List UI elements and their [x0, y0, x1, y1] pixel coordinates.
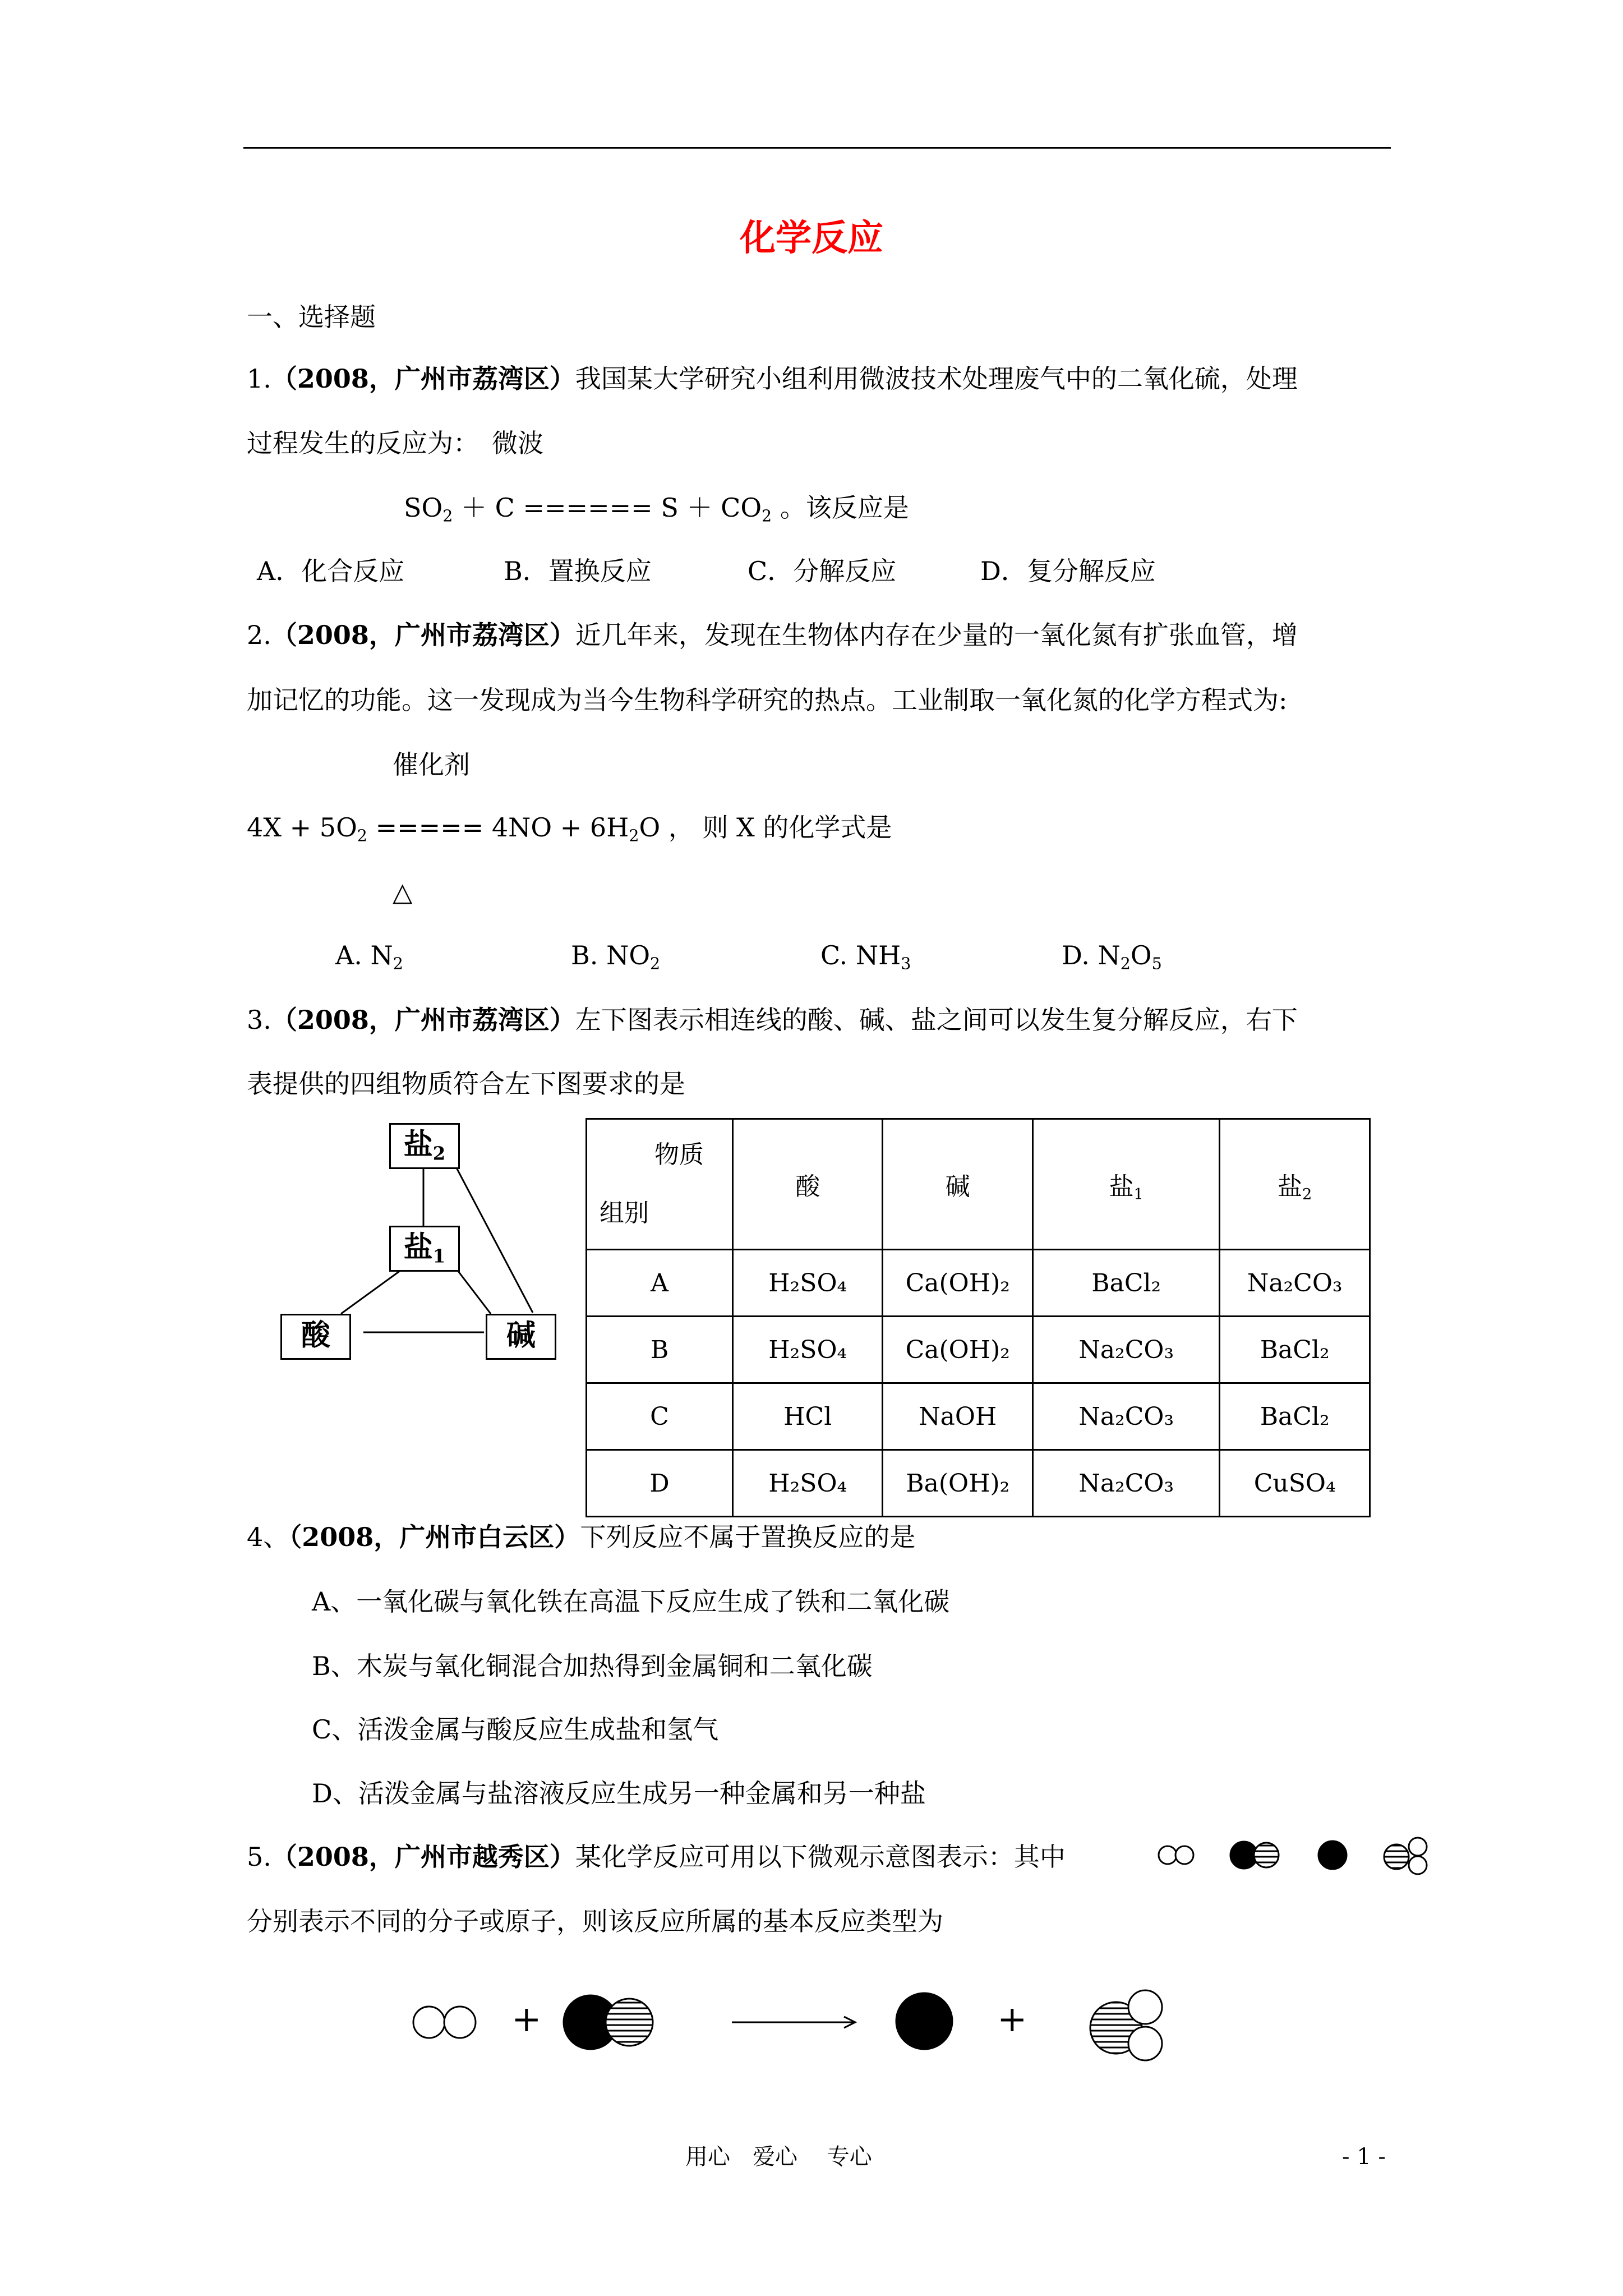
cell-group: C [587, 1383, 733, 1450]
cell-group: A [587, 1250, 733, 1317]
page-number: - 1 - [1342, 2144, 1386, 2170]
q4-option-d: D、活泼金属与盐溶液反应生成另一种金属和另一种盐 [312, 1778, 926, 1809]
q3-box-salt2: 盐$_2$ [389, 1123, 460, 1169]
cell-group: D [587, 1450, 733, 1517]
q3-line2: 表提供的四组物质符合左下图要求的是 [247, 1069, 685, 1099]
page-title: 化学反应 [740, 217, 883, 259]
q2-heat-symbol: △ [393, 877, 413, 907]
white-atom-icon [1128, 1990, 1162, 2024]
q1-option-c: C．分解反应 [748, 556, 897, 586]
header-rule [243, 147, 1391, 149]
cell-acid: H₂SO₄ [733, 1450, 883, 1517]
cell-acid: H₂SO₄ [733, 1317, 883, 1383]
header-salt2: 盐$_2$ [1220, 1119, 1370, 1250]
q2-catalyst: 催化剂 [393, 749, 470, 780]
cell-group: B [587, 1317, 733, 1383]
cell-salt2: Na₂CO₃ [1220, 1250, 1370, 1317]
table-row [587, 1383, 1370, 1450]
q5-line1: 5.（2008，广州市越秀区）某化学反应可用以下微观示意图表示：其中 [247, 1842, 1066, 1872]
q4-option-b: B、木炭与氧化铜混合加热得到金属铜和二氧化碳 [312, 1651, 873, 1681]
q3-box-acid: 酸 [280, 1314, 351, 1360]
cell-salt2: BaCl₂ [1220, 1317, 1370, 1383]
cell-base: Ca(OH)₂ [883, 1250, 1033, 1317]
q5-plus-sign-2: + [997, 1999, 1027, 2040]
cell-salt1: Na₂CO₃ [1033, 1450, 1220, 1517]
q1-option-d: D．复分解反应 [980, 556, 1156, 586]
table-row [587, 1450, 1370, 1517]
white-atom-icon [1159, 1846, 1177, 1864]
q3-box-base: 碱 [486, 1314, 556, 1360]
white-atom-icon [1175, 1846, 1193, 1864]
q5-line2: 分别表示不同的分子或原子，则该反应所属的基本反应类型为 [247, 1906, 943, 1936]
footer-motto: 用心 爱心 专心 [685, 2144, 872, 2170]
q4-option-c: C、活泼金属与酸反应生成盐和氢气 [312, 1714, 719, 1745]
q1-condition: 微波 [492, 428, 543, 458]
q3-table [585, 1118, 1371, 1517]
black-atom-icon [1318, 1841, 1347, 1869]
cell-base: Ca(OH)₂ [883, 1317, 1033, 1383]
q4-line1: 4、（2008，广州市白云区）下列反应不属于置换反应的是 [247, 1522, 916, 1552]
table-row [587, 1250, 1370, 1317]
q2-option-c: C. $NH_3$ [820, 940, 911, 973]
cell-salt2: CuSO₄ [1220, 1450, 1370, 1517]
cell-salt1: BaCl₂ [1033, 1250, 1220, 1317]
cell-acid: HCl [733, 1383, 883, 1450]
white-atom-icon [1128, 2027, 1162, 2060]
q5-plus-sign-1: + [511, 1999, 542, 2040]
q2-option-b: B. $NO_2$ [571, 940, 661, 973]
q1-line1: 1.（2008，广州市荔湾区）我国某大学研究小组利用微波技术处理废气中的二氧化硫，处理 [247, 364, 1298, 394]
q2-line2: 加记忆的功能。这一发现成为当今生物科学研究的热点。工业制取一氧化氮的化学方程式为: [247, 685, 1288, 715]
cell-salt2: BaCl₂ [1220, 1383, 1370, 1450]
white-atom-icon [1409, 1838, 1427, 1856]
cell-base: NaOH [883, 1383, 1033, 1450]
white-atom-icon [1409, 1856, 1427, 1874]
q2-option-d: D. $N_2O_5$ [1062, 940, 1162, 973]
cell-salt1: Na₂CO₃ [1033, 1383, 1220, 1450]
cell-salt1: Na₂CO₃ [1033, 1317, 1220, 1383]
q4-option-a: A、一氧化碳与氧化铁在高温下反应生成了铁和二氧化碳 [312, 1586, 950, 1617]
q2-line1: 2.（2008，广州市荔湾区）近几年来，发现在生物体内存在少量的一氧化氮有扩张血管，增 [247, 620, 1298, 650]
q1-line2: 过程发生的反应为： 微波 [247, 428, 543, 458]
header-base: 碱 [883, 1119, 1033, 1250]
table-row [587, 1317, 1370, 1383]
header-salt1: 盐$_1$ [1033, 1119, 1220, 1250]
q1-option-a: A．化合反应 [257, 556, 405, 586]
q1-equation: $SO_2 + C$ ====== $S + CO_2$ 。该反应是 [404, 493, 909, 526]
white-atom-icon [413, 2007, 445, 2038]
section-heading: 一、选择题 [247, 302, 376, 332]
cell-acid: H₂SO₄ [733, 1250, 883, 1317]
q3-box-salt1: 盐$_1$ [389, 1226, 460, 1272]
q2-option-a: A. $N_2$ [335, 940, 403, 973]
q5-particle-legend [1155, 1826, 1441, 1882]
q1-option-b: B．置换反应 [504, 556, 652, 586]
hatched-atom-icon [1384, 1844, 1409, 1869]
header-acid: 酸 [733, 1119, 883, 1250]
cell-base: Ba(OH)₂ [883, 1450, 1033, 1517]
black-atom-icon [896, 1993, 952, 2049]
hatched-atom-icon [1254, 1843, 1279, 1867]
hatched-atom-icon [606, 1999, 653, 2046]
q3-line1: 3.（2008，广州市荔湾区）左下图表示相连线的酸、碱、盐之间可以发生复分解反应，右下 [247, 1005, 1298, 1035]
table-corner-cell: 物质 组别 [587, 1119, 733, 1250]
white-atom-icon [444, 2007, 476, 2038]
q2-equation: $4X + 5O_2$ ===== $4NO + 6H_2O$ ， 则 X 的化学式是 [247, 812, 892, 845]
